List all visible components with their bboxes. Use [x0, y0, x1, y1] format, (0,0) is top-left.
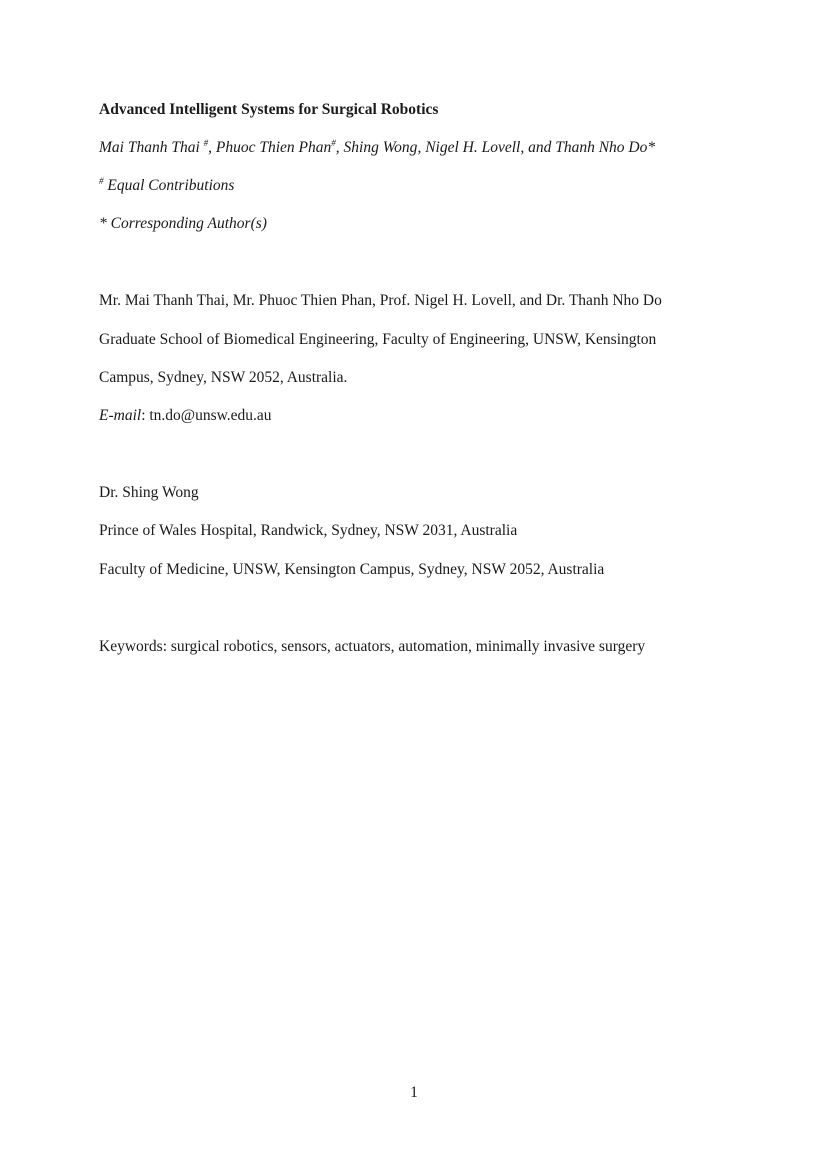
equal-contribution-mark: #: [331, 137, 336, 148]
paper-title: Advanced Intelligent Systems for Surgical Robotics: [99, 101, 439, 118]
author-name: Nigel H. Lovell: [425, 139, 521, 156]
author-separator: ,: [335, 139, 344, 156]
author-name: Mai Thanh Thai: [99, 139, 200, 156]
author-list: [99, 138, 655, 158]
affiliation1-address-line1: Graduate School of Biomedical Engineering, Faculty of Engineering, UNSW, Kensington: [99, 331, 657, 348]
equal-contributions-note: [99, 176, 234, 196]
affiliation2-name: Dr. Shing Wong: [99, 484, 199, 501]
corresponding-author-note: * Corresponding Author(s): [99, 215, 267, 232]
equal-contributions-text: Equal Contributions: [107, 177, 235, 194]
affiliation2-address-line1: Prince of Wales Hospital, Randwick, Sydney, NSW 2031, Australia: [99, 522, 518, 539]
equal-contribution-mark: #: [99, 175, 104, 186]
keywords-line: Keywords: surgical robotics, sensors, actuators, automation, minimally invasive surgery: [99, 638, 646, 655]
email-address[interactable]: tn.do@unsw.edu.au: [149, 407, 272, 424]
email-line: [99, 406, 272, 426]
author-name: Phuoc Thien Phan: [215, 139, 332, 156]
page-number: 1: [410, 1084, 418, 1101]
equal-contribution-mark: #: [203, 137, 209, 148]
affiliation1-address-line2: Campus, Sydney, NSW 2052, Australia.: [99, 369, 348, 386]
author-name: Thanh Nho Do*: [555, 139, 656, 156]
author-separator: ,: [417, 139, 426, 156]
email-label: E-mail: [99, 407, 142, 424]
email-separator: :: [141, 407, 150, 424]
author-name: Shing Wong: [343, 139, 418, 156]
affiliation1-names: Mr. Mai Thanh Thai, Mr. Phuoc Thien Phan, Prof. Nigel H. Lovell, and Dr. Thanh Nho Do: [99, 292, 662, 309]
author-separator: ,: [208, 139, 216, 156]
author-separator: , and: [520, 139, 556, 156]
affiliation2-address-line2: Faculty of Medicine, UNSW, Kensington Campus, Sydney, NSW 2052, Australia: [99, 561, 605, 578]
